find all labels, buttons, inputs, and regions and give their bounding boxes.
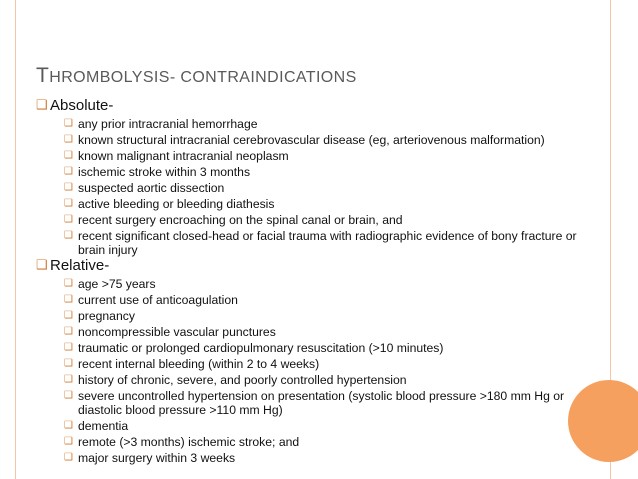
list-item (36, 229, 598, 258)
list-item (36, 213, 598, 228)
list-item-text: pregnancy (78, 308, 135, 323)
list-item (36, 197, 598, 212)
list-item (36, 373, 598, 388)
list-item (36, 149, 598, 164)
list-item (36, 293, 598, 308)
list-item-text: major surgery within 3 weeks (78, 451, 236, 465)
bullet-icon: ❑ (64, 325, 73, 337)
list-item (36, 419, 598, 434)
absolute-heading-label: Absolute- (50, 96, 114, 114)
list-item (36, 389, 598, 418)
list-item (36, 435, 598, 450)
title-tail: - CONTRAINDICATIONS (169, 69, 357, 86)
bullet-icon: ❑ (64, 213, 73, 225)
list-item-text: known malignant intracranial neoplasm (78, 148, 289, 163)
bullet-icon: ❑ (64, 357, 73, 369)
absolute-list (36, 117, 598, 258)
relative-heading-label: Relative- (50, 256, 110, 274)
list-item (36, 325, 598, 340)
list-item-text: any prior intracranial hemorrhage (78, 116, 258, 131)
list-item (36, 341, 598, 356)
bullet-icon: ❑ (64, 277, 73, 289)
bullet-icon: ❑ (64, 133, 73, 145)
title-word: HROMBOLYSIS (49, 69, 170, 86)
list-item-text: remote (>3 months) ischemic stroke; and (78, 435, 300, 449)
bullet-icon: ❑ (64, 436, 73, 447)
bullet-icon: ❑ (64, 197, 73, 209)
bullet-icon: ❑ (64, 389, 73, 401)
list-item-text: severe uncontrolled hypertension on presentation (systolic blood pressure >180 mm Hg or diastolic blood pressure >110 mm Hg) (78, 388, 565, 417)
slide-title (36, 64, 357, 88)
bullet-icon: ❑ (64, 420, 73, 431)
list-item (36, 181, 598, 196)
relative-heading (36, 255, 598, 275)
bullet-icon: ❑ (64, 373, 73, 385)
bullet-icon: ❑ (64, 341, 73, 353)
title-initial: T (36, 64, 50, 87)
bullet-icon: ❑ (64, 149, 73, 161)
list-item-text: known structural intracranial cerebrovascular disease (eg, arteriovenous malformation) (78, 132, 545, 147)
bullet-icon: ❑ (64, 309, 73, 321)
bullet-icon: ❑ (64, 452, 73, 463)
list-item-text: history of chronic, severe, and poorly controlled hypertension (78, 372, 407, 387)
bullet-icon: ❑ (36, 257, 48, 272)
list-item (36, 277, 598, 292)
absolute-heading (36, 95, 598, 115)
list-item-text: recent internal bleeding (within 2 to 4 weeks) (78, 356, 320, 371)
bullet-icon: ❑ (64, 181, 73, 193)
list-item (36, 117, 598, 132)
absolute-section (36, 95, 598, 258)
list-item (36, 309, 598, 324)
list-item-text: suspected aortic dissection (78, 180, 225, 195)
list-item-text: recent significant closed-head or facial trauma with radiographic evidence of bony fracture or brain injury (78, 228, 577, 257)
slide-frame-left-line (15, 0, 16, 479)
list-item-text: recent surgery encroaching on the spinal canal or brain, and (78, 212, 403, 227)
list-item (36, 165, 598, 180)
list-item-text: traumatic or prolonged cardiopulmonary resuscitation (>10 minutes) (78, 340, 444, 355)
list-item-text: noncompressible vascular punctures (78, 324, 276, 339)
bullet-icon: ❑ (36, 97, 48, 112)
list-item-text: active bleeding or bleeding diathesis (78, 196, 275, 211)
bullet-icon: ❑ (64, 293, 73, 305)
relative-list (36, 277, 598, 466)
list-item-text: age >75 years (78, 276, 156, 291)
list-item-text: dementia (78, 419, 129, 433)
list-item (36, 357, 598, 372)
bullet-icon: ❑ (64, 117, 73, 129)
relative-section (36, 255, 598, 466)
bullet-icon: ❑ (64, 229, 73, 241)
list-item (36, 451, 598, 466)
list-item (36, 133, 598, 148)
list-item-text: ischemic stroke within 3 months (78, 164, 251, 179)
bullet-icon: ❑ (64, 165, 73, 177)
list-item-text: current use of anticoagulation (78, 292, 238, 307)
